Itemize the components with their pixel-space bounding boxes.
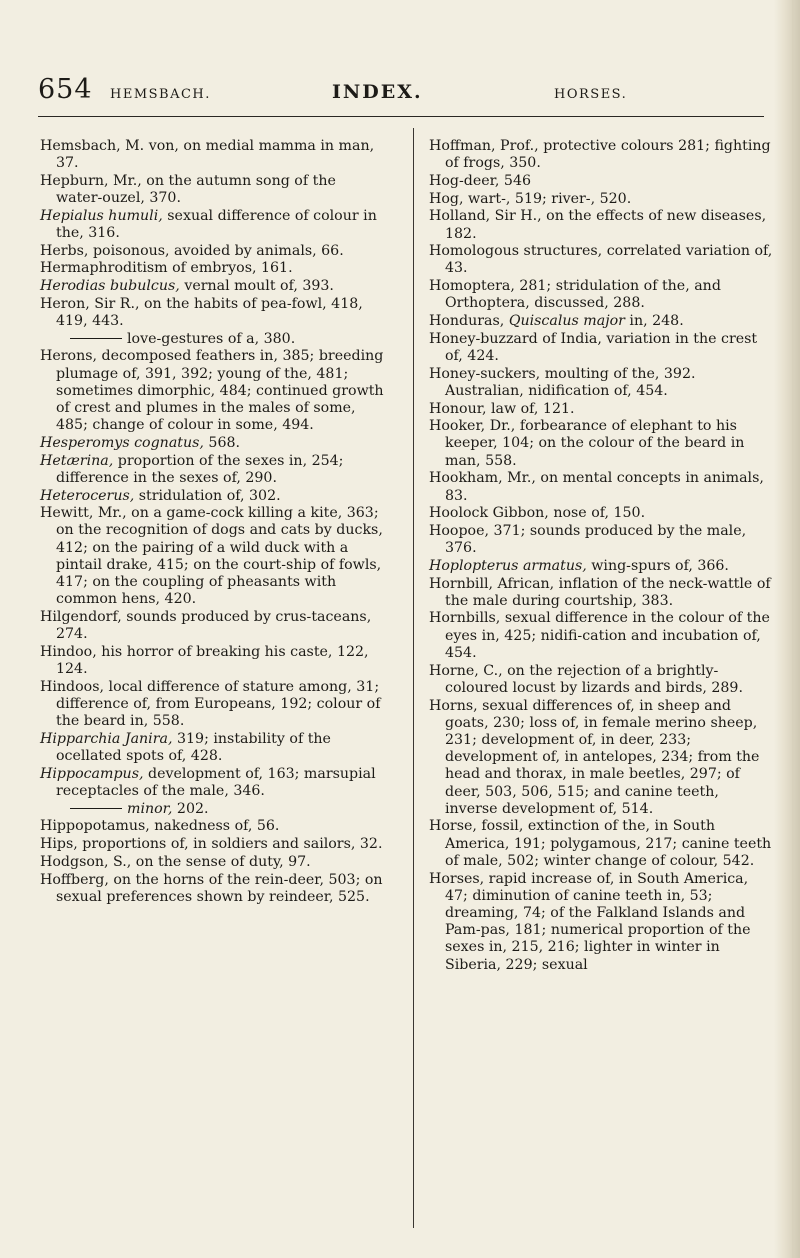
index-entry <box>429 663 775 697</box>
entry-heading: Herbs, <box>40 242 89 259</box>
index-entry <box>40 644 386 678</box>
entry-heading: Hoplopterus armatus, <box>429 557 587 574</box>
entry-text: in, 248. <box>624 313 684 330</box>
entry-heading: Hoffman, Prof., <box>429 138 539 154</box>
entry-heading: Hips, <box>40 836 78 853</box>
entry-heading: Hindoos, <box>40 678 105 695</box>
index-entry <box>40 505 386 608</box>
index-entry <box>429 505 775 522</box>
index-entry <box>40 766 386 800</box>
entry-heading: Homologous <box>429 243 520 260</box>
index-entry <box>40 872 386 906</box>
index-entry <box>40 488 386 505</box>
page-edge-line <box>792 0 794 1258</box>
index-entry <box>40 296 386 330</box>
header-rule <box>38 116 764 117</box>
index-entry <box>429 470 775 504</box>
entry-heading: Homoptera, <box>429 278 515 295</box>
entry-text: sounds produced by crus-taceans, 274. <box>56 608 372 643</box>
index-entry <box>40 609 386 643</box>
entry-text: forbearance of elephant to his keeper, 104; on the colour of the beard in man, 558. <box>445 418 745 469</box>
column-divider <box>413 128 414 1228</box>
entry-text: 371; sounds produced by the male, 376. <box>445 522 747 557</box>
entry-heading: Hesperomys cognatus, <box>40 434 204 451</box>
entry-heading: minor, <box>127 800 173 817</box>
ditto-dash <box>70 808 122 809</box>
index-entry <box>40 208 386 242</box>
entry-text: on the sense of duty, 97. <box>131 853 311 870</box>
index-entry <box>40 801 386 818</box>
entry-heading: Hilgendorf, <box>40 608 122 625</box>
index-entry <box>429 208 775 242</box>
entry-heading: Honey-suckers, <box>429 365 541 382</box>
entry-text: vernal moult of, 393. <box>179 278 334 295</box>
center-running-head: INDEX. <box>332 81 423 103</box>
entry-heading: Hornbills, <box>429 610 501 627</box>
entry-heading: Herons, <box>40 348 98 365</box>
index-entry <box>429 698 775 818</box>
entry-heading: Horne, C., <box>429 662 503 679</box>
entry-heading: Hornbill, <box>429 575 494 592</box>
index-entry <box>429 366 775 400</box>
entry-text: decomposed feathers in, 385; breeding plumage of, 391, 392; young of the, 481; sometimes dimorphic, 484; continued growth of crest and plumes in the males of some, 485; change of colour in some, 494. <box>56 348 384 434</box>
entry-heading: Herodias bubulcus, <box>40 278 180 295</box>
index-column-left <box>40 138 386 906</box>
entry-text: protective colours 281; fighting of frogs, 350. <box>445 138 771 172</box>
entry-text: sexual difference of colour in the, 316. <box>56 207 377 242</box>
index-entry <box>429 243 775 277</box>
entry-heading: Hemsbach, M. von, <box>40 138 179 154</box>
entry-heading: Hippocampus, <box>40 765 144 782</box>
entry-heading: Hipparchia Janira, <box>40 730 173 747</box>
entry-text: wing-spurs of, 366. <box>586 557 729 574</box>
entry-text: of India, variation in the crest of, 424. <box>445 330 758 364</box>
entry-italic-text: Quiscalus major <box>508 313 625 330</box>
index-entry <box>429 558 775 575</box>
entry-text: structures, correlated variation of, 43. <box>445 243 773 277</box>
entry-heading: Hog, <box>429 190 464 207</box>
index-entry <box>40 679 386 731</box>
index-entry <box>429 523 775 557</box>
entry-heading: Hoolock Gibbon, <box>429 505 549 522</box>
index-entry <box>40 731 386 765</box>
entry-text: development of, 163; marsupial receptacles of the male, 346. <box>56 765 376 800</box>
entry-heading: Hog-deer, <box>429 172 500 189</box>
index-entry <box>40 278 386 295</box>
entry-text: rapid increase of, in South America, 47; diminution of canine teeth in, 53; dreaming, 74; of the Falkland Islands and Pam-pas, 181; numerical proportion of the sexes in, 215, 216; lighter in winter in Siberia, 229; sexual <box>445 870 751 973</box>
entry-text: stridulation of, 302. <box>134 487 281 504</box>
index-entry <box>429 418 775 470</box>
index-entry <box>429 191 775 208</box>
entry-text: sexual difference in the colour of the eyes in, 425; nidifi-cation and incubation of, 454. <box>445 610 770 661</box>
entry-text: on the effects of new diseases, 182. <box>445 208 767 242</box>
index-entry <box>40 348 386 434</box>
index-entry <box>40 836 386 853</box>
entry-heading: Hookham, Mr., <box>429 470 536 487</box>
entry-text: his horror of breaking his caste, 122, 124. <box>56 643 369 678</box>
entry-text: 281; stridulation of the, and Orthoptera, discussed, 288. <box>445 278 721 312</box>
entry-heading: Hermaphroditism <box>40 260 168 277</box>
index-entry <box>429 138 775 172</box>
entry-heading: Horse, <box>429 818 477 835</box>
index-entry <box>40 260 386 277</box>
entry-heading: Hodgson, S., <box>40 853 132 870</box>
right-running-head: HORSES. <box>554 87 628 102</box>
index-entry <box>40 854 386 871</box>
entry-text: on the rejection of a brightly-coloured locust by lizards and birds, 289. <box>445 662 743 696</box>
index-entry <box>429 871 775 974</box>
entry-text: moulting of the, 392. Australian, nidification of, 454. <box>445 365 696 399</box>
page-number: 654 <box>38 74 93 105</box>
entry-heading: Hepialus humuli, <box>40 207 163 224</box>
entry-text: proportion of the sexes in, 254; difference in the sexes of, 290. <box>56 452 344 486</box>
entry-text: fossil, extinction of the, in South America, 191; polygamous, 217; canine teeth of male, 502; winter change of colour, 542. <box>445 818 772 869</box>
index-column-right <box>429 138 775 974</box>
entry-text: love-gestures of a, 380. <box>127 330 296 347</box>
entry-heading: Hoffberg, <box>40 871 109 888</box>
entry-heading: Hetærina, <box>40 452 114 469</box>
ditto-dash <box>70 338 122 339</box>
index-entry <box>40 173 386 207</box>
index-entry <box>40 138 386 172</box>
entry-heading: Honey-buzzard <box>429 330 538 347</box>
entry-heading: Honduras, <box>429 313 505 330</box>
index-entry <box>40 243 386 260</box>
entry-text: African, inflation of the neck-wattle of the male during courtship, 383. <box>445 575 771 609</box>
entry-heading: Holland, Sir H., <box>429 208 542 225</box>
entry-text: 202. <box>172 800 209 817</box>
index-entry <box>429 576 775 610</box>
index-entry <box>429 331 775 365</box>
entry-text: on the horns of the rein-deer, 503; on sexual preferences shown by reindeer, 525. <box>56 871 383 905</box>
index-entry <box>429 818 775 870</box>
entry-heading: Hepburn, Mr., <box>40 172 142 189</box>
entry-heading: Heron, Sir R., <box>40 295 140 312</box>
index-entry <box>40 453 386 487</box>
entry-text: 319; instability of the ocellated spots of, 428. <box>56 730 331 765</box>
entry-text: poisonous, avoided by animals, 66. <box>88 242 344 259</box>
running-header <box>38 74 763 110</box>
index-entry <box>429 610 775 662</box>
entry-text: on medial mamma in man, 37. <box>56 138 375 172</box>
left-running-head: HEMSBACH. <box>110 87 211 102</box>
entry-heading: Hindoo, <box>40 643 97 660</box>
entry-text: wart-, 519; river-, 520. <box>463 190 632 207</box>
entry-heading: Honour, <box>429 400 487 417</box>
entry-text: nakedness of, 56. <box>149 818 280 835</box>
entry-text: on the autumn song of the water-ouzel, 370. <box>56 172 336 207</box>
entry-heading: Horses, <box>429 870 485 887</box>
entry-text: 568. <box>203 434 241 451</box>
entry-heading: Horns, <box>429 697 478 714</box>
entry-heading: Hoopoe, <box>429 522 489 539</box>
entry-heading: Heterocerus, <box>40 487 135 504</box>
index-entry <box>429 278 775 312</box>
entry-text: law of, 121. <box>486 400 575 417</box>
entry-text: on the habits of pea-fowl, 418, 419, 443. <box>56 295 363 330</box>
entry-text: proportions of, in soldiers and sailors, 32. <box>77 836 383 853</box>
index-entry <box>429 401 775 418</box>
entry-text: on a game-cock killing a kite, 363; on the recognition of dogs and cats by ducks, 412; on the pairing of a wild duck with a pintail drake, 415; on the court-ship of fowls, 417; on the coupling of pheasants with common hens, 420. <box>56 505 383 608</box>
entry-text: sexual differences of, in sheep and goats, 230; loss of, in female merino sheep, 231; development of, in deer, 233; development of, in antelopes, 234; from the head and thorax, in male beetles, 297; of deer, 503, 506, 515; and canine teeth, inverse development of, 514. <box>445 697 760 817</box>
entry-text: on mental concepts in animals, 83. <box>445 470 764 504</box>
index-entry <box>429 313 775 330</box>
index-entry <box>429 173 775 190</box>
entry-heading: Hippopotamus, <box>40 818 150 835</box>
index-entry <box>40 818 386 835</box>
entry-heading: Hewitt, Mr., <box>40 505 127 522</box>
index-entry <box>40 435 386 452</box>
entry-text: 546 <box>499 172 531 189</box>
entry-text: of embryos, 161. <box>167 260 293 277</box>
index-entry <box>40 331 386 348</box>
entry-text: local difference of stature among, 31; difference of, from Europeans, 192; colour of the beard in, 558. <box>56 678 381 730</box>
page-edge-shadow <box>774 0 800 1258</box>
entry-heading: Hooker, Dr., <box>429 418 516 435</box>
entry-text: nose of, 150. <box>548 505 646 522</box>
